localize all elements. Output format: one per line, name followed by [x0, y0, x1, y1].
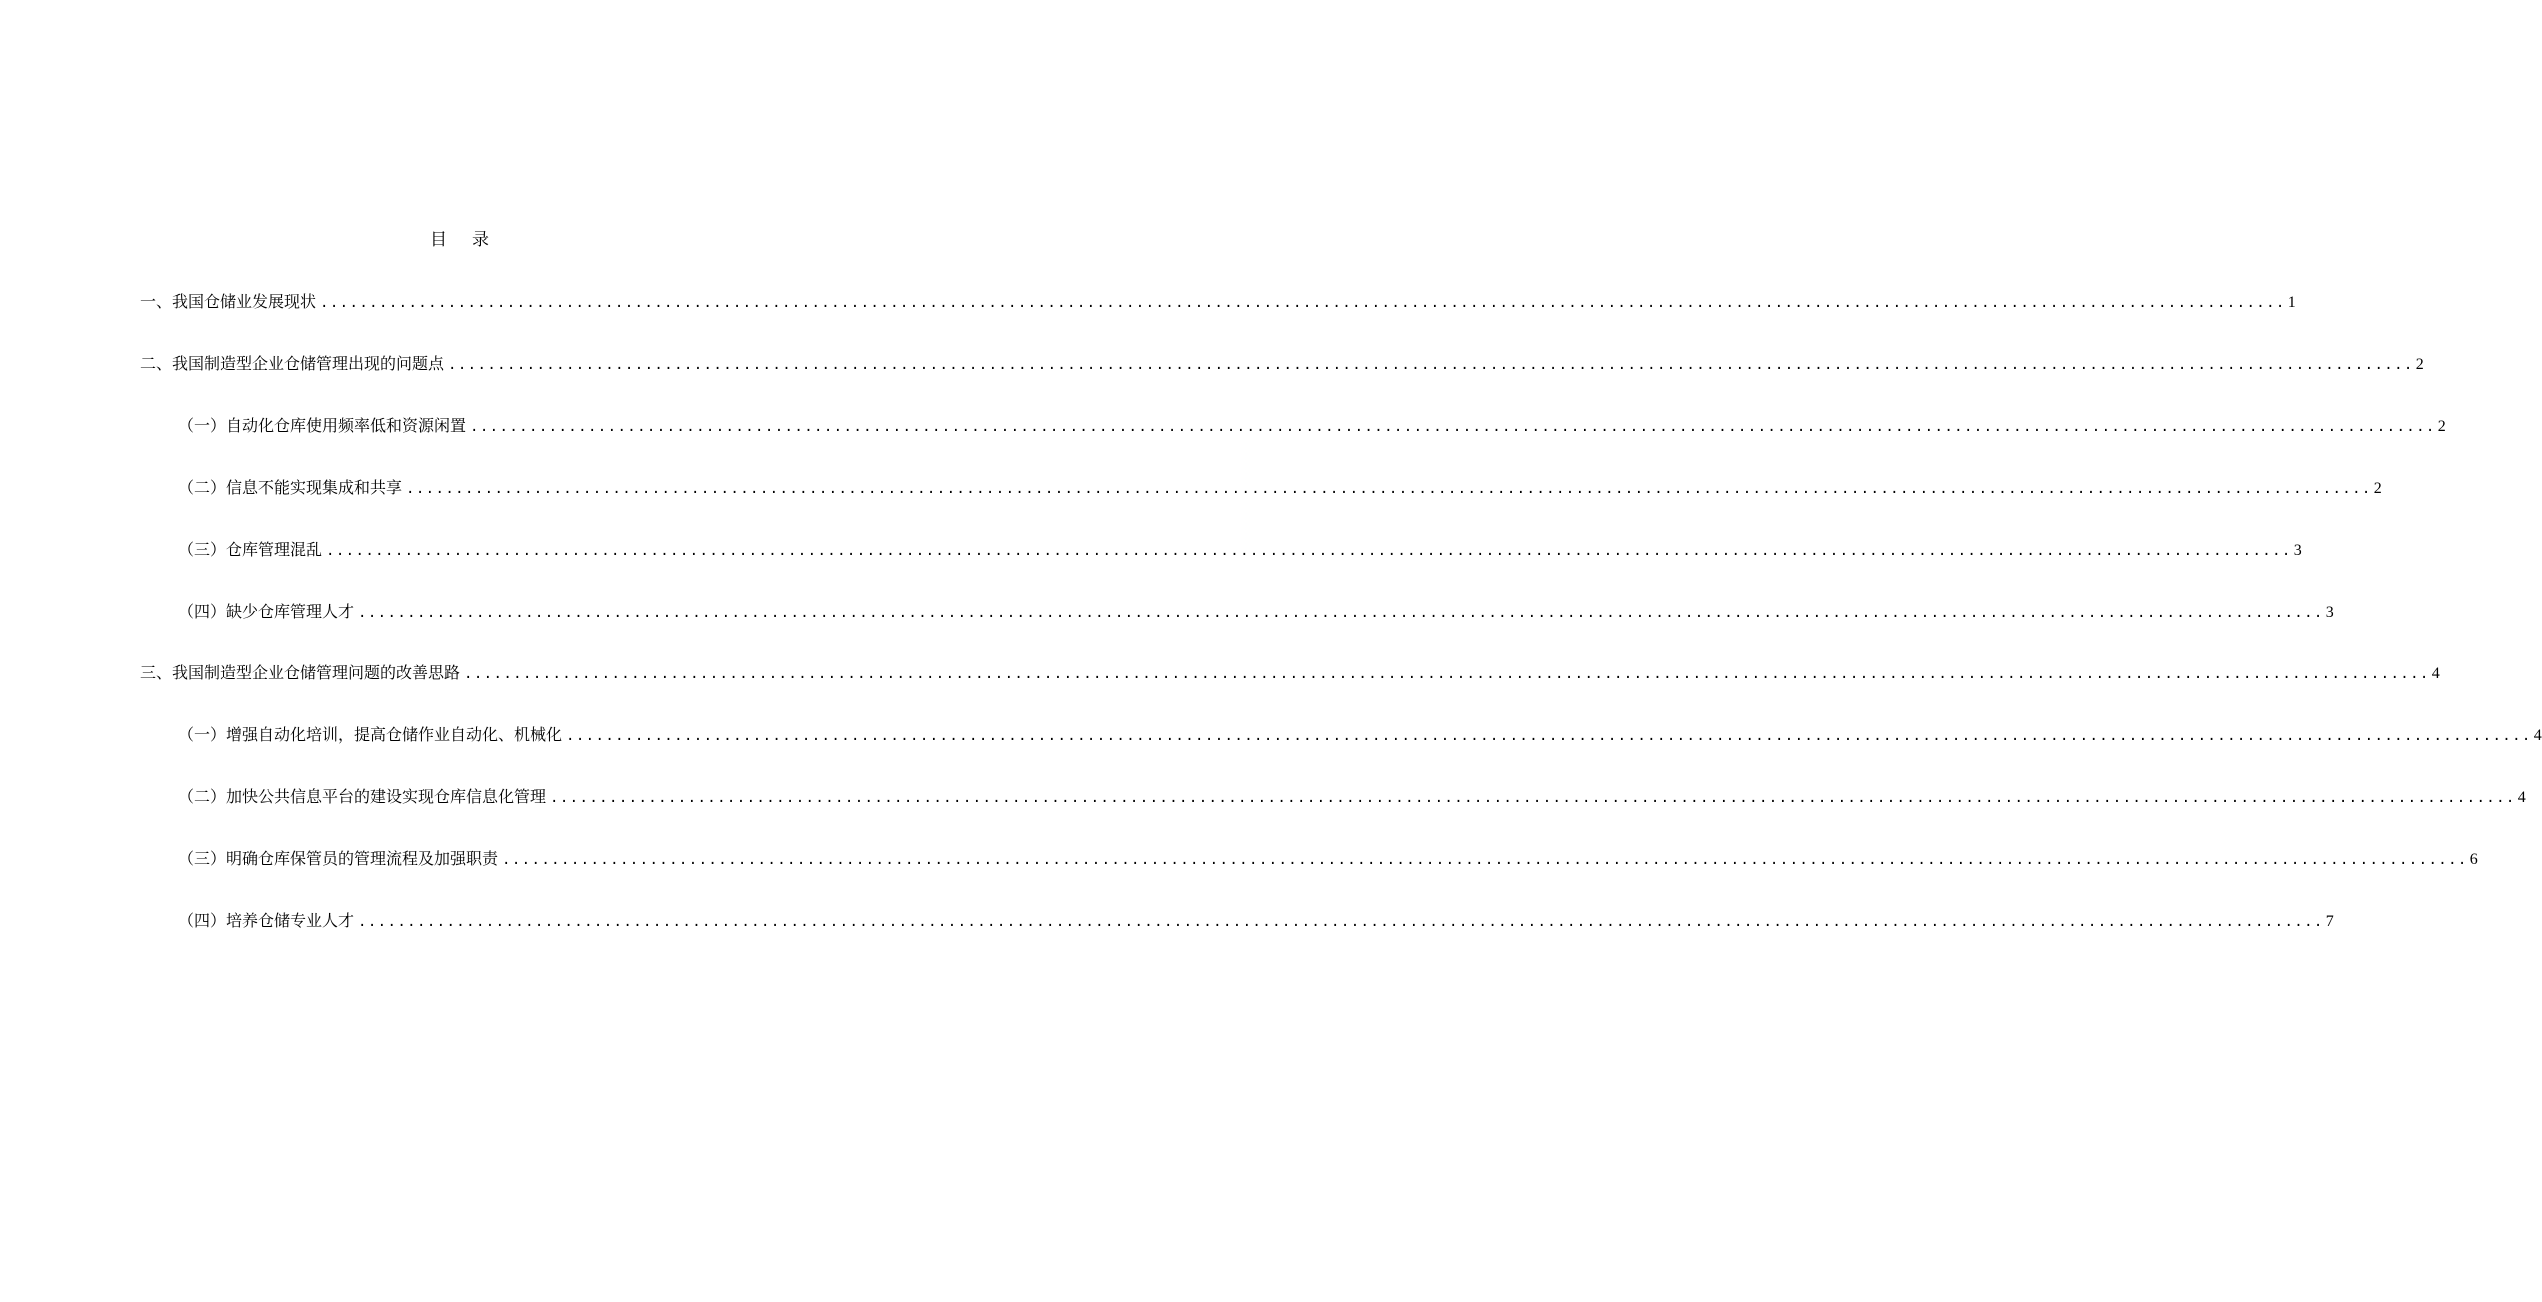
toc-leader-dots: ........................................................................................................................................................................................................: [550, 790, 2516, 806]
toc-page-number: 2: [2437, 418, 2446, 435]
toc-page-number: 4: [2431, 665, 2440, 682]
toc-entry-3-1[interactable]: [178, 723, 2542, 747]
toc-entry-text: （四）培养仓储专业人才: [178, 911, 355, 930]
toc-page-number: 2: [2415, 356, 2424, 373]
toc-entry-1[interactable]: [140, 290, 2296, 314]
toc-entry-text: （三）明确仓库保管员的管理流程及加强职责: [178, 849, 499, 868]
toc-entry-text: （二）信息不能实现集成和共享: [178, 478, 403, 497]
toc-entry-text: 一、我国仓储业发展现状: [140, 292, 317, 311]
toc-entry-text: （三）仓库管理混乱: [178, 540, 323, 559]
toc-entry-text: （一）增强自动化培训，提高仓储作业自动化、机械化: [178, 725, 563, 744]
toc-page-number: 2: [2373, 480, 2382, 497]
toc-entry-text: （二）加快公共信息平台的建设实现仓库信息化管理: [178, 787, 547, 806]
toc-entry-3[interactable]: [140, 661, 2440, 685]
toc-entry-3-3[interactable]: [178, 847, 2478, 871]
toc-entry-2[interactable]: [140, 352, 2424, 376]
toc-leader-dots: ........................................................................................................................................................................................................: [470, 419, 2436, 435]
toc-entry-text: （四）缺少仓库管理人才: [178, 602, 355, 621]
toc-page-number: 3: [2293, 542, 2302, 559]
toc-page-number: 3: [2325, 604, 2334, 621]
toc-leader-dots: ........................................................................................................................................................................................................: [326, 543, 2292, 559]
toc-page-number: 7: [2325, 913, 2334, 930]
toc-entry-2-4[interactable]: [178, 600, 2334, 624]
toc-entry-2-1[interactable]: [178, 414, 2446, 438]
toc-page-number: 1: [2287, 294, 2296, 311]
toc-leader-dots: ........................................................................................................................................................................................................: [320, 295, 2286, 311]
toc-title-part1: 目: [430, 230, 448, 250]
toc-leader-dots: ........................................................................................................................................................................................................: [358, 914, 2324, 930]
toc-leader-dots: ........................................................................................................................................................................................................: [464, 666, 2430, 682]
toc-page-number: 4: [2517, 789, 2526, 806]
toc-entry-3-4[interactable]: [178, 909, 2334, 933]
toc-leader-dots: ........................................................................................................................................................................................................: [358, 605, 2324, 621]
toc-leader-dots: ........................................................................................................................................................................................................: [502, 852, 2468, 868]
toc-entry-2-2[interactable]: [178, 476, 2382, 500]
toc-entry-3-2[interactable]: [178, 785, 2526, 809]
toc-title: [0, 228, 920, 252]
toc-page-number: 4: [2533, 727, 2542, 744]
toc-leader-dots: ........................................................................................................................................................................................................: [406, 481, 2372, 497]
toc-entry-text: 三、我国制造型企业仓储管理问题的改善思路: [140, 663, 461, 682]
toc-page-number: 6: [2469, 851, 2478, 868]
toc-title-part2: 录: [472, 230, 490, 250]
toc-entry-2-3[interactable]: [178, 538, 2302, 562]
toc-leader-dots: ........................................................................................................................................................................................................: [566, 728, 2532, 744]
toc-entry-text: 二、我国制造型企业仓储管理出现的问题点: [140, 354, 445, 373]
toc-leader-dots: ........................................................................................................................................................................................................: [448, 357, 2414, 373]
toc-entry-text: （一）自动化仓库使用频率低和资源闲置: [178, 416, 467, 435]
